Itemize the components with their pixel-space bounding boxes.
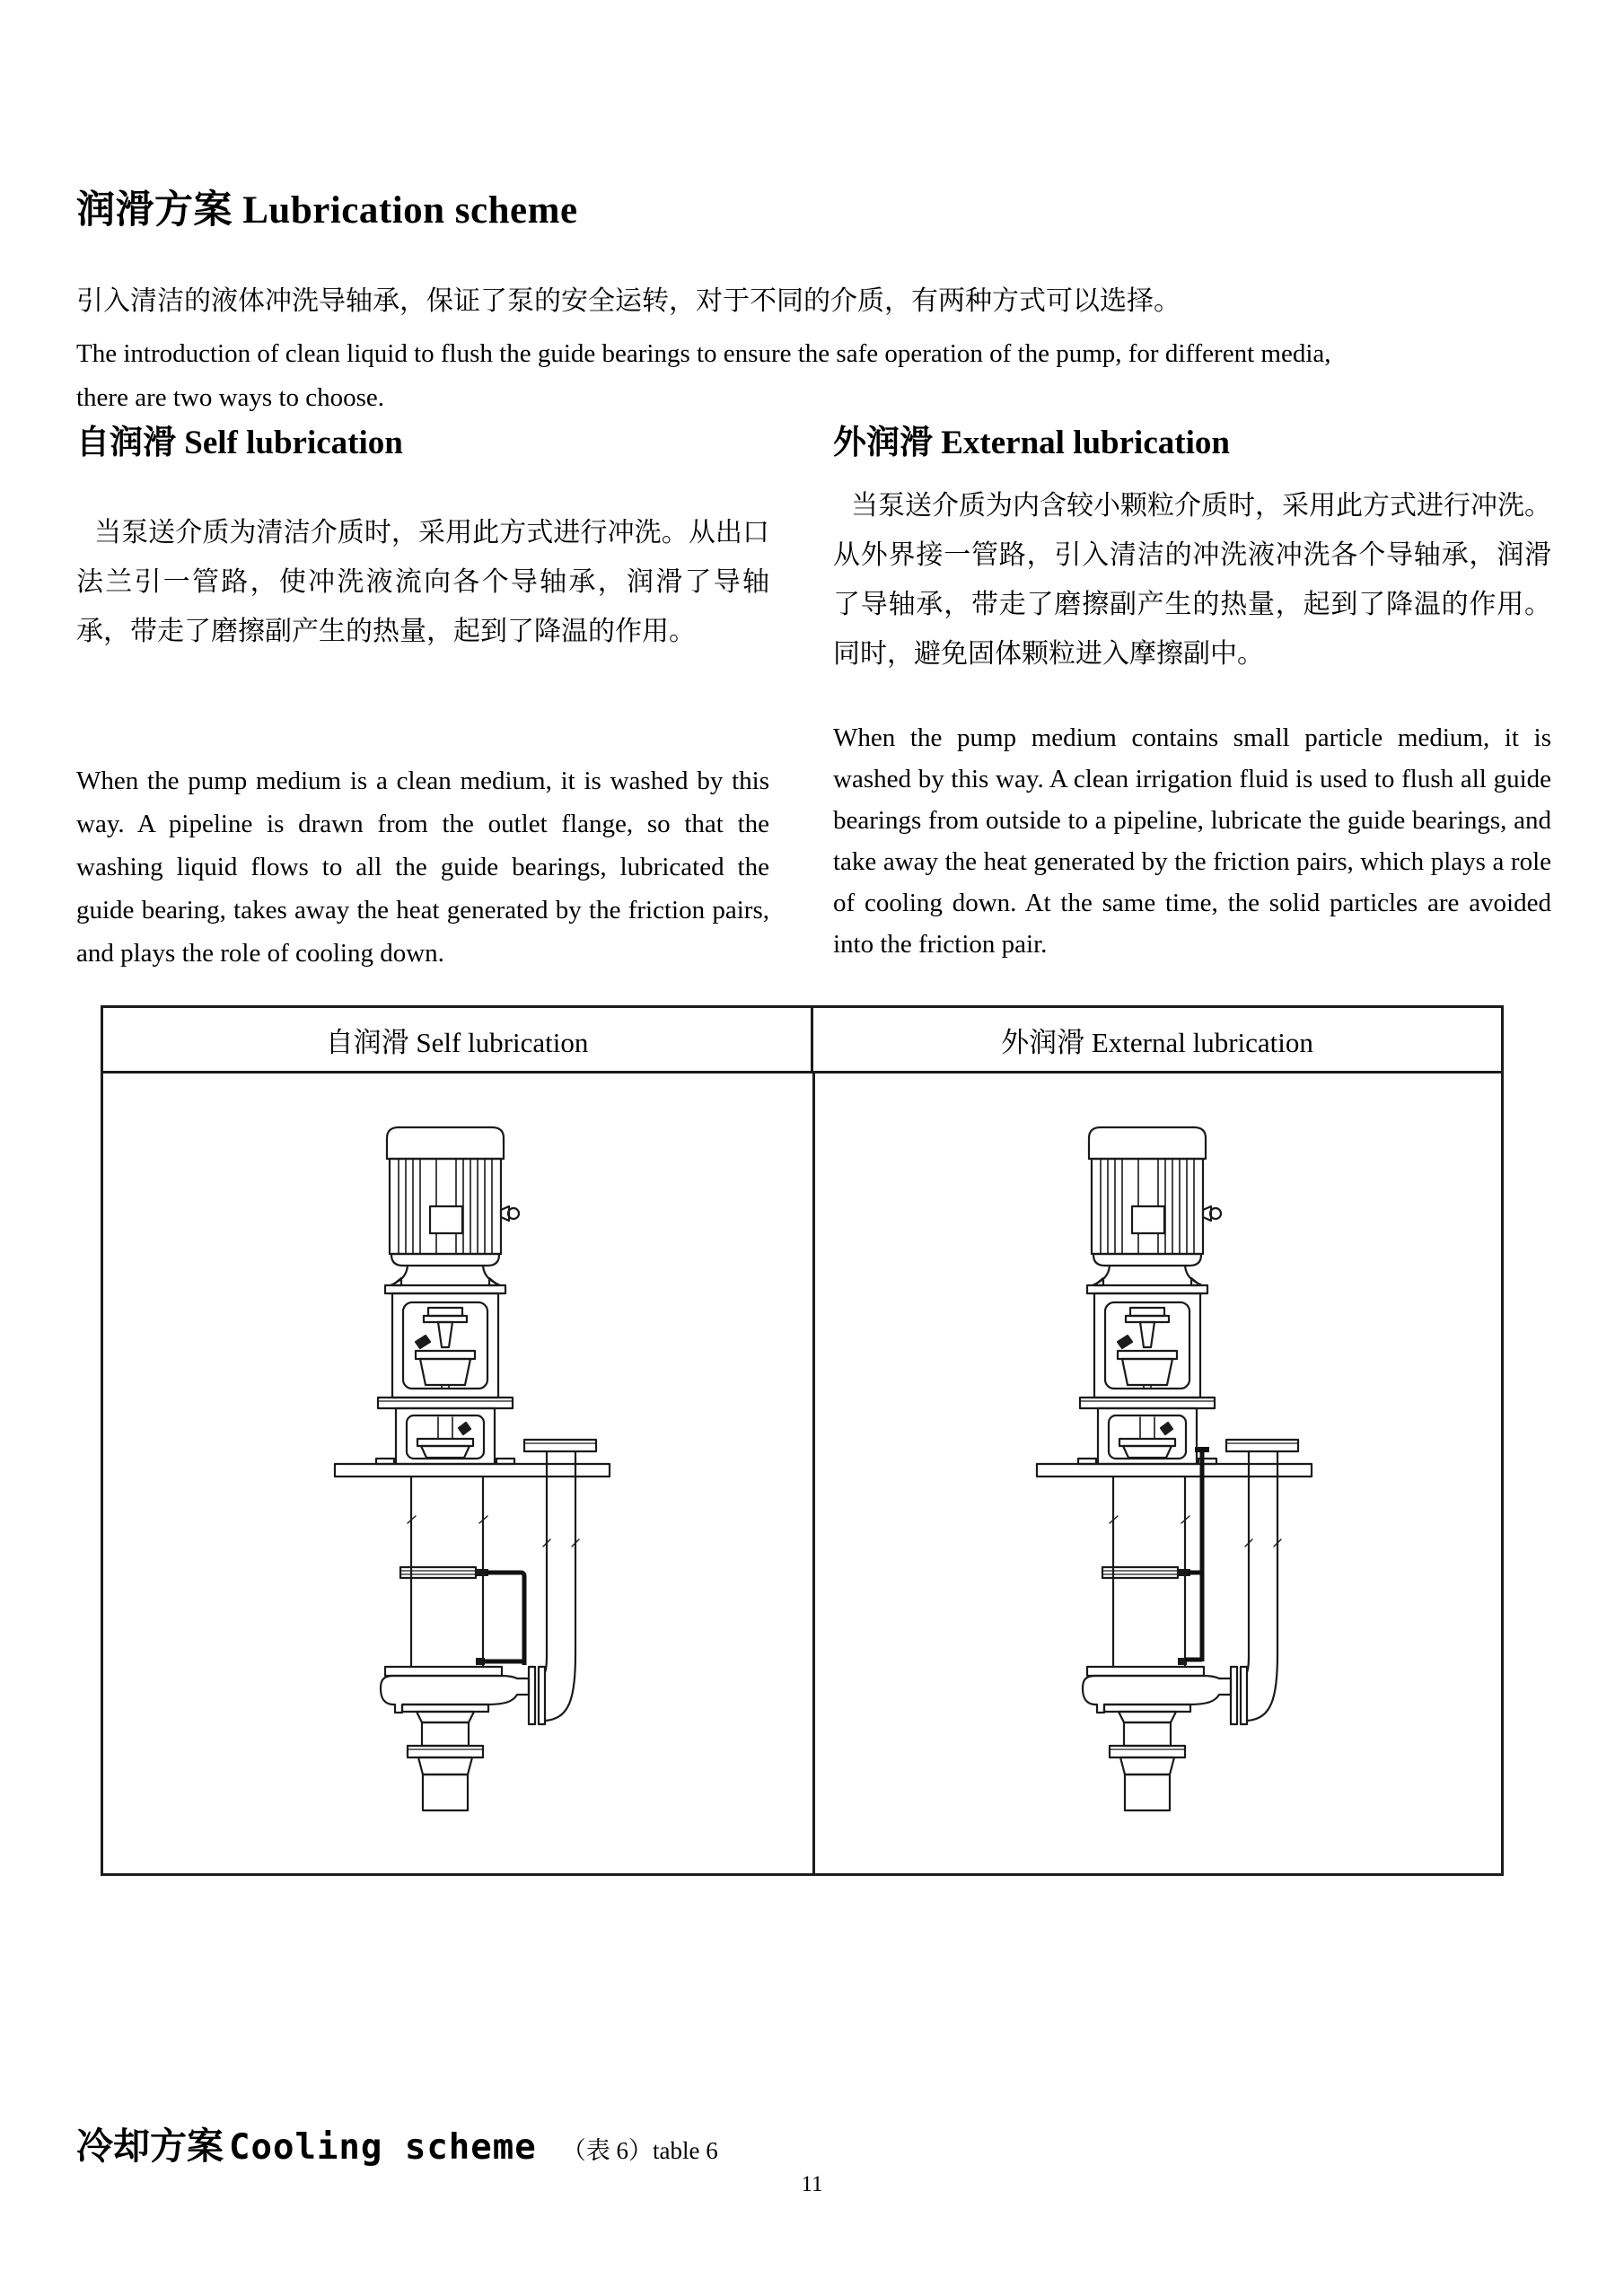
external-lubrication-paragraph-en: When the pump medium contains small particle medium, it is washed by this way. A clean irrigation fluid is used to flush all guide bearings from outside to a pipeline, lubricate the guide bearings, and take away the heat generated by the friction pairs, which plays a role of cooling down. At the same time, the solid particles are avoided into the friction pair. [833, 723, 1551, 959]
lubrication-table-header [103, 1008, 1501, 1074]
self-lubrication-pump-drawing [212, 1123, 679, 1850]
cooling-heading-table-ref: （表 6）table 6 [561, 2137, 718, 2164]
table-column-divider [812, 1071, 815, 1873]
self-lubrication-flush-line [483, 1573, 524, 1665]
heading-ext-en: External lubrication [941, 425, 1230, 461]
page-title [76, 180, 578, 234]
page-title-en: Lubrication scheme [242, 189, 578, 232]
intro-block [76, 284, 1553, 420]
heading-self-en: Self lubrication [184, 425, 403, 461]
table-header-self: 自润滑 Self lubrication [103, 1008, 813, 1071]
intro-en-line2: there are two ways to choose. [76, 383, 385, 412]
lubrication-table [101, 1005, 1504, 1876]
heading-self-lubrication [76, 415, 403, 463]
cooling-heading-zh: 冷却方案 [76, 2125, 224, 2167]
cooling-heading-en: Cooling scheme [229, 2127, 537, 2168]
heading-self-zh: 自润滑 [76, 424, 176, 460]
external-lubrication-paragraph-zh: 当泵送介质为内含较小颗粒介质时，采用此方式进行冲洗。从外界接一管路，引入清洁的冲洗液冲洗各个导轴承，润滑了导轴承，带走了磨擦副产生的热量，起到了降温的作用。同时，避免固体颗粒进入摩擦副中。 [833, 491, 1551, 669]
page-title-zh: 润滑方案 [76, 188, 233, 232]
self-lubrication-paragraph-zh: 当泵送介质为清洁介质时，采用此方式进行冲洗。从出口法兰引一管路，使冲洗液流向各个导轴承，润滑了导轴承，带走了磨擦副产生的热量，起到了降温的作用。 [76, 518, 769, 646]
intro-en-line1: The introduction of clean liquid to flush the guide bearings to ensure the safe operation of the pump, for different media, [76, 339, 1331, 368]
external-lubrication-pump-drawing [914, 1123, 1381, 1850]
intro-zh: 引入清洁的液体冲洗导轴承，保证了泵的安全运转，对于不同的介质，有两种方式可以选择。 [76, 286, 1181, 316]
heading-external-lubrication [833, 415, 1230, 463]
heading-ext-zh: 外润滑 [833, 424, 933, 460]
table-header-external: 外润滑 External lubrication [1001, 1026, 1313, 1058]
external-lubrication-flush-line [1185, 1447, 1209, 1661]
page-number: 11 [801, 2172, 823, 2196]
cooling-scheme-heading [76, 2116, 718, 2169]
self-lubrication-paragraph-en: When the pump medium is a clean medium, it is washed by this way. A pipeline is drawn from the outlet flange, so that the washing liquid flows to all the guide bearings, lubricated the guide bearing, takes away the heat generated by the friction pairs, and plays the role of cooling down. [76, 767, 769, 968]
